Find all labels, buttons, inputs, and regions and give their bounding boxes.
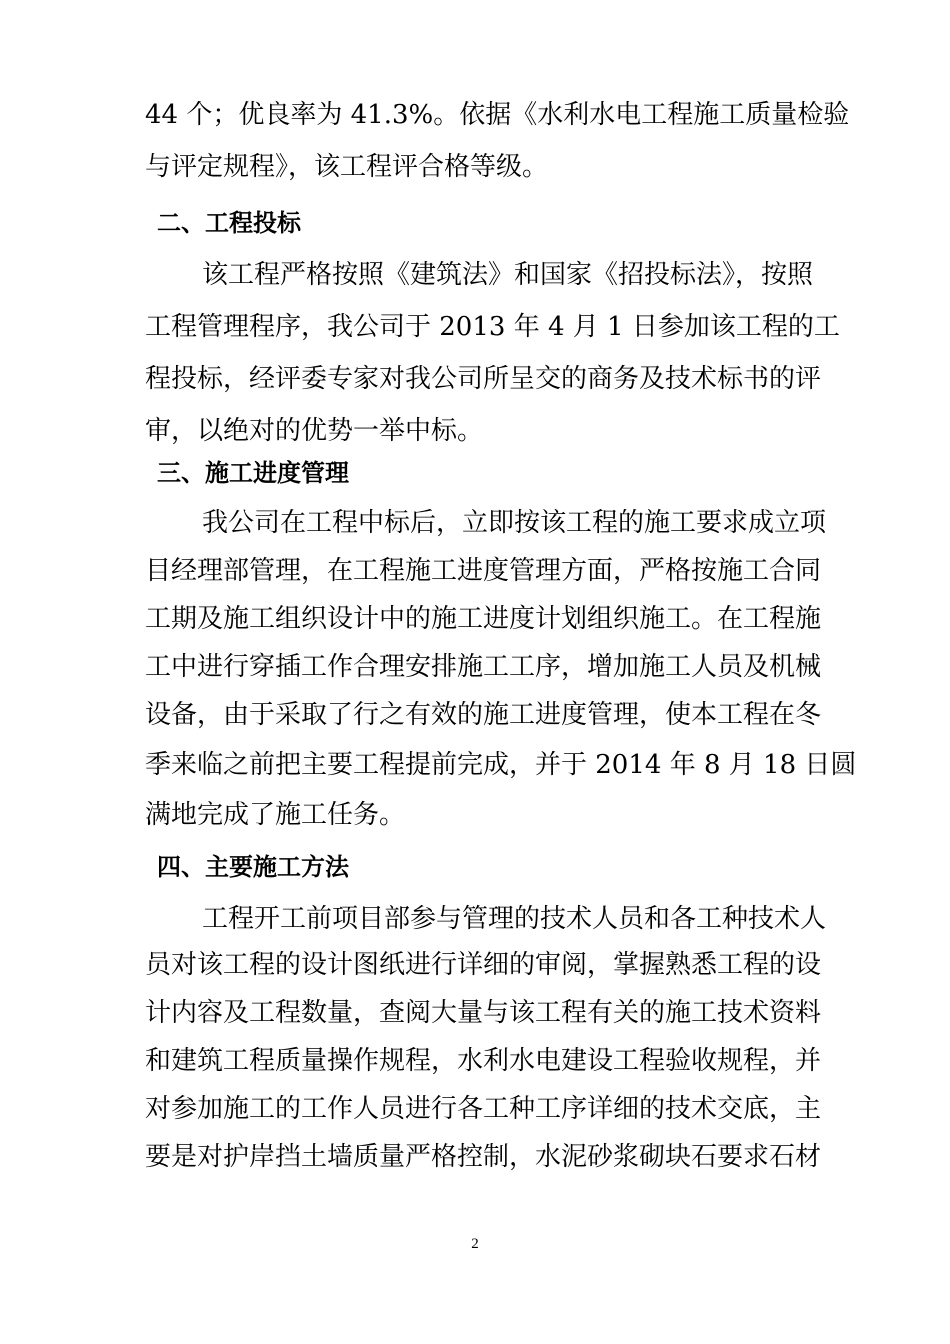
text-line: 程投标，经评委专家对我公司所呈交的商务及技术标书的评 bbox=[145, 364, 822, 394]
text-line: 设备，由于采取了行之有效的施工进度管理，使本工程在冬 bbox=[145, 700, 822, 730]
text-line: 对参加施工的工作人员进行各工种工序详细的技术交底，主 bbox=[145, 1094, 822, 1124]
text-line: 要是对护岸挡土墙质量严格控制，水泥砂浆砌块石要求石材 bbox=[145, 1142, 822, 1172]
text-line: 我公司在工程中标后，立即按该工程的施工要求成立项 bbox=[202, 508, 827, 538]
text-line: 与评定规程》，该工程评合格等级。 bbox=[145, 152, 549, 182]
text-line: 该工程严格按照《建筑法》和国家《招投标法》，按照 bbox=[202, 260, 814, 290]
page-number: 2 bbox=[471, 1236, 479, 1252]
text-line: 工程开工前项目部参与管理的技术人员和各工种技术人 bbox=[202, 904, 827, 934]
text-line: 目经理部管理，在工程施工进度管理方面，严格按施工合同 bbox=[145, 556, 822, 586]
text-line: 和建筑工程质量操作规程，水利水电建设工程验收规程，并 bbox=[145, 1046, 822, 1076]
text-line: 审，以绝对的优势一举中标。 bbox=[145, 416, 484, 446]
section-heading: 四、主要施工方法 bbox=[157, 853, 349, 881]
text-line: 季来临之前把主要工程提前完成，并于 2014 年 8 月 18 日圆 bbox=[145, 750, 857, 780]
text-line: 满地完成了施工任务。 bbox=[145, 800, 406, 830]
text-line: 工中进行穿插工作合理安排施工工序，增加施工人员及机械 bbox=[145, 652, 822, 682]
text-line: 44 个；优良率为 41.3%。依据《水利水电工程施工质量检验 bbox=[145, 100, 850, 130]
section-heading: 二、工程投标 bbox=[157, 209, 301, 237]
section-heading: 三、施工进度管理 bbox=[157, 459, 349, 487]
text-line: 工程管理程序，我公司于 2013 年 4 月 1 日参加该工程的工 bbox=[145, 312, 840, 342]
text-line: 员对该工程的设计图纸进行详细的审阅，掌握熟悉工程的设 bbox=[145, 950, 822, 980]
text-line: 计内容及工程数量，查阅大量与该工程有关的施工技术资料 bbox=[145, 998, 822, 1028]
text-line: 工期及施工组织设计中的施工进度计划组织施工。在工程施 bbox=[145, 604, 822, 634]
